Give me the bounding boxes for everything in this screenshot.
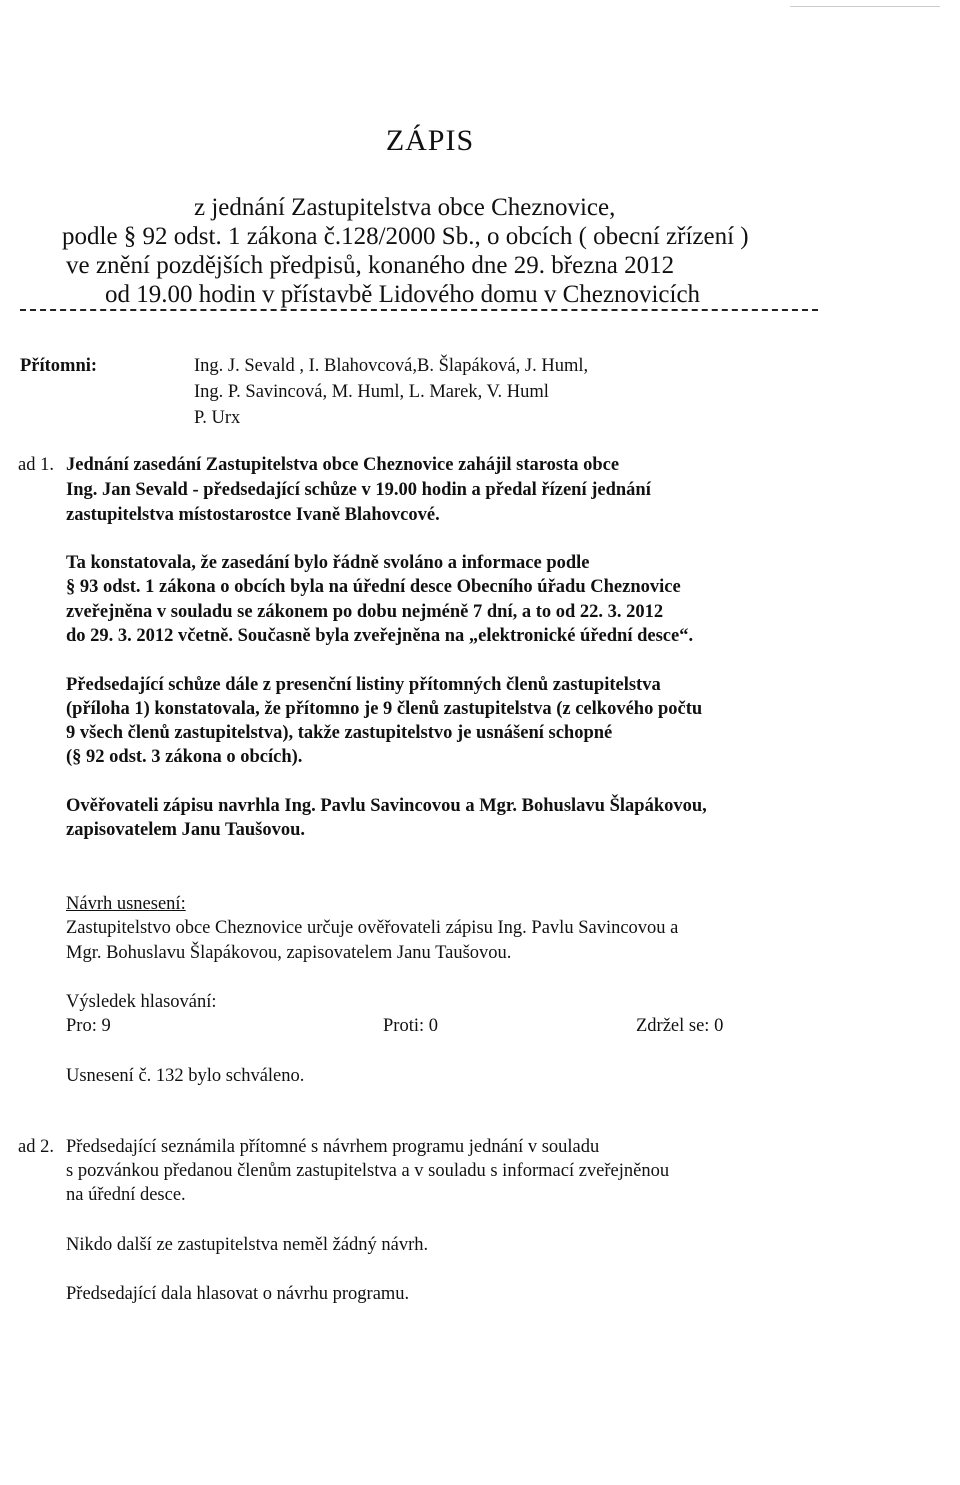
header-separator	[20, 309, 818, 311]
item-1-label: ad 1.	[18, 455, 54, 475]
proposal-label: Návrh usnesení:	[66, 894, 186, 914]
document-title: ZÁPIS	[385, 124, 475, 157]
attendance-label: Přítomni:	[20, 356, 98, 376]
header-line-3: ve znění pozdějších předpisů, konaného dne 29. března 2012	[66, 252, 675, 279]
item-1-para-4-line-2: zapisovatelem Janu Taušovou.	[66, 820, 306, 840]
vote-pro: Pro: 9	[66, 1016, 111, 1036]
item-1-para-1-line-2: Ing. Jan Sevald - předsedající schůze v 19.00 hodin a předal řízení jednání	[66, 480, 651, 500]
proposal-line-1: Zastupitelstvo obce Cheznovice určuje ověřovateli zápisu Ing. Pavlu Savincovou a	[66, 918, 679, 938]
item-2-para-1-line-2: s pozvánkou předanou členům zastupitelstva a v souladu s informací zveřejněnou	[66, 1161, 670, 1181]
item-1-para-3-line-1: Předsedající schůze dále z presenční listiny přítomných členů zastupitelstva	[66, 675, 661, 695]
item-2-para-3: Předsedající dala hlasovat o návrhu programu.	[66, 1284, 410, 1304]
attendance-line-2: Ing. P. Savincová, M. Huml, L. Marek, V. Huml	[194, 382, 549, 402]
item-1-para-2-line-3: zveřejněna v souladu se zákonem po dobu nejméně 7 dní, a to od 22. 3. 2012	[66, 602, 664, 622]
item-2-para-2: Nikdo další ze zastupitelstva neměl žádný návrh.	[66, 1235, 429, 1255]
item-1-para-1-line-3: zastupitelstva místostarostce Ivaně Blahovcové.	[66, 505, 440, 525]
item-2-label: ad 2.	[18, 1137, 54, 1157]
header-line-4: od 19.00 hodin v přístavbě Lidového domu v Cheznovicích	[105, 281, 701, 308]
vote-zdrzel: Zdržel se: 0	[636, 1016, 724, 1036]
item-2-para-1-line-1: Předsedající seznámila přítomné s návrhem programu jednání v souladu	[66, 1137, 600, 1157]
scan-edge-line	[790, 6, 940, 7]
proposal-line-2: Mgr. Bohuslavu Šlapákovou, zapisovatelem Janu Taušovou.	[66, 943, 512, 963]
header-line-1: z jednání Zastupitelstva obce Cheznovice,	[194, 194, 616, 221]
vote-result-label: Výsledek hlasování:	[66, 992, 217, 1012]
item-1-para-1-line-1: Jednání zasedání Zastupitelstva obce Cheznovice zahájil starosta obce	[66, 455, 620, 475]
attendance-line-1: Ing. J. Sevald , I. Blahovcová,B. Šlapáková, J. Huml,	[194, 356, 589, 376]
item-2-para-1-line-3: na úřední desce.	[66, 1185, 186, 1205]
attendance-line-3: P. Urx	[194, 408, 241, 428]
vote-proti: Proti: 0	[383, 1016, 438, 1036]
resolution-result: Usnesení č. 132 bylo schváleno.	[66, 1066, 305, 1086]
item-1-para-3-line-3: 9 všech členů zastupitelstva), takže zastupitelstvo je usnášení schopné	[66, 723, 613, 743]
item-1-para-2-line-2: § 93 odst. 1 zákona o obcích byla na úřední desce Obecního úřadu Cheznovice	[66, 577, 681, 597]
item-1-para-2-line-1: Ta konstatovala, že zasedání bylo řádně svoláno a informace podle	[66, 553, 590, 573]
header-line-2: podle § 92 odst. 1 zákona č.128/2000 Sb., o obcích ( obecní zřízení )	[62, 223, 749, 250]
item-1-para-3-line-4: (§ 92 odst. 3 zákona o obcích).	[66, 747, 303, 767]
item-1-para-3-line-2: (příloha 1) konstatovala, že přítomno je 9 členů zastupitelstva (z celkového počtu	[66, 699, 703, 719]
item-1-para-4-line-1: Ověřovateli zápisu navrhla Ing. Pavlu Savincovou a Mgr. Bohuslavu Šlapákovou,	[66, 796, 707, 816]
item-1-para-2-line-4: do 29. 3. 2012 včetně. Současně byla zveřejněna na „elektronické úřední desce“.	[66, 626, 694, 646]
